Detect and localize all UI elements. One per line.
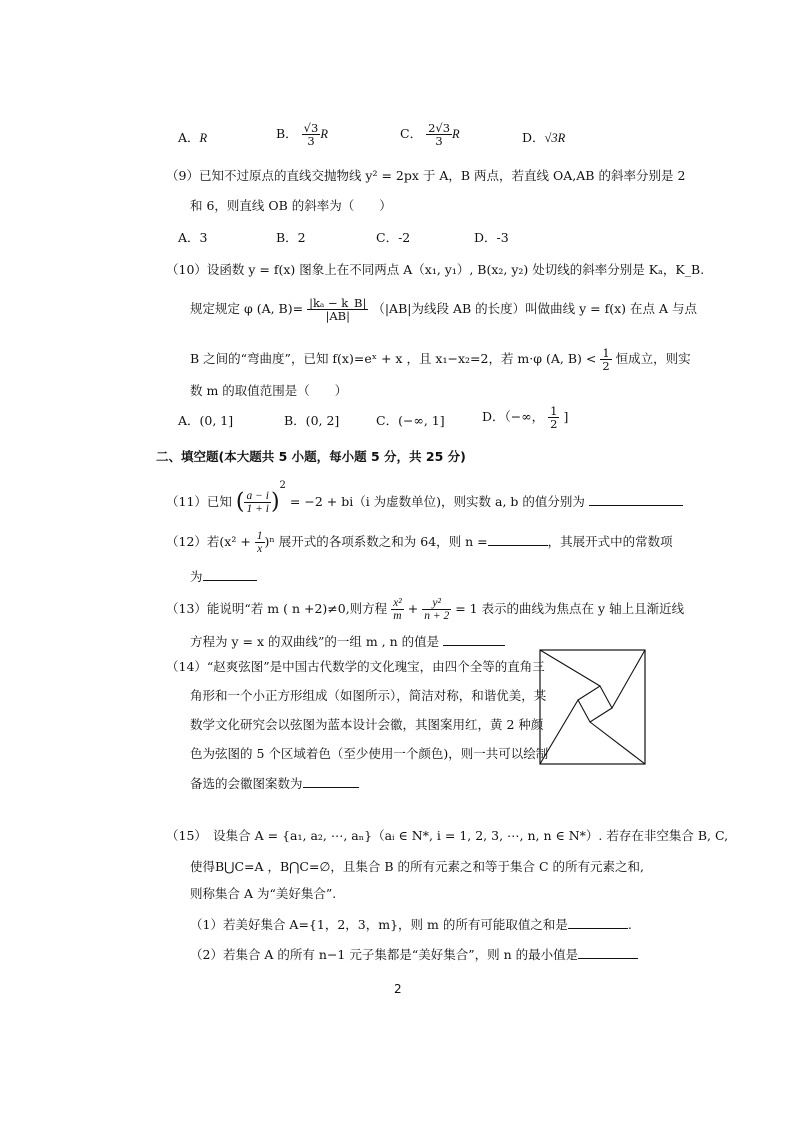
text-segment: . (627, 917, 632, 932)
q8-option-d (522, 130, 565, 146)
numerator: 1 (602, 346, 610, 360)
numerator: a − i (246, 489, 269, 502)
denominator: 1 + i (246, 503, 269, 515)
text-segment: ] (563, 409, 569, 425)
text-segment: 为 (190, 569, 203, 584)
text-segment: （11）已知 (166, 494, 232, 509)
text-segment: （|AB|为线段 AB 的长度）叫做曲线 y = f(x) 在点 A 与点 (372, 301, 697, 317)
exponent: 2 (279, 480, 286, 491)
q14-answer-blank[interactable] (303, 787, 359, 788)
q9-line-1: （9）已知不过原点的直线交抛物线 y² = 2px 于 A，B 两点，若直线 OA,AB 的斜率分别是 2 (166, 168, 686, 183)
q15-line-1: （15） 设集合 A = {a₁, a₂, ⋯, aₙ}（aᵢ ∈ N*, i = 1, 2, 3, ⋯, n, n ∈ N*）. 若存在非空集合 B, C, (166, 828, 729, 843)
plus-sign: + (407, 601, 419, 617)
q9-option-b: B．2 (276, 230, 306, 245)
q12-line-2 (190, 569, 257, 584)
option-tail: R (452, 127, 460, 142)
numerator: x² (393, 597, 402, 609)
text-segment: 规定规定 φ (A, B)= (190, 301, 304, 317)
denominator: 2 (602, 359, 610, 374)
q9-option-a: A．3 (178, 230, 208, 245)
numerator: 2√3 (428, 121, 451, 135)
text-segment: 方程为 y = x 的双曲线”的一组 m , n 的值是 (190, 634, 440, 649)
q15-line-2: 使得B⋃C=A ，B⋂C=∅，且集合 B 的所有元素之和等于集合 C 的所有元素之和, (190, 859, 644, 874)
text-segment: = −2 + bi（i 为虚数单位)，则实数 a, b 的值分别为 (289, 494, 585, 509)
q10-option-a: A．(0, 1] (178, 413, 234, 428)
q13-line-1 (166, 597, 684, 622)
q15-sub-1 (190, 917, 632, 932)
text-segment: （13）能说明“若 m ( n +2)≠0,则方程 (166, 601, 388, 617)
text-segment: )ⁿ 展开式的各项系数之和为 64，则 n = (264, 534, 488, 550)
q12-line-1 (166, 530, 673, 555)
option-label: A． (178, 130, 200, 145)
q15-sub2-blank[interactable] (578, 958, 638, 959)
fraction (244, 490, 270, 515)
denominator: n + 2 (424, 610, 450, 623)
q10-option-d (482, 405, 568, 430)
q13-answer-blank[interactable] (443, 645, 505, 646)
q14-line-1: （14）“赵爽弦图”是中国古代数学的文化瑰宝，由四个全等的直角三 (166, 659, 545, 674)
q9-line-2: 和 6，则直线 OB 的斜率为（ ） (190, 198, 392, 213)
numerator: √3 (303, 121, 319, 135)
text-segment: = 1 表示的曲线为焦点在 y 轴上且渐近线 (455, 601, 685, 617)
text-segment: 恒成立，则实 (615, 351, 691, 367)
q15-sub-2 (190, 947, 638, 962)
q14-line-4: 色为弦图的 5 个区域着色（至少使用一个颜色)，则一共可以绘制 (190, 746, 549, 761)
q9-option-c: C．-2 (376, 230, 411, 245)
right-paren: ) (270, 489, 280, 515)
section-2-title: 二、填空题(本大题共 5 小题，每小题 5 分，共 25 分) (156, 449, 466, 464)
denominator: m (393, 610, 402, 623)
fraction (307, 297, 368, 322)
option-label: B． (276, 126, 298, 142)
text-segment: （2）若集合 A 的所有 n−1 元子集都是“美好集合”，则 n 的最小值是 (190, 947, 579, 962)
q12-constant-blank[interactable] (203, 580, 257, 581)
text-segment: 备选的会徽图案数为 (190, 776, 303, 791)
q10-line-3 (190, 347, 691, 372)
denominator: x (257, 543, 263, 556)
fraction (426, 122, 452, 147)
q8-option-a (178, 130, 207, 146)
denominator: |AB| (325, 309, 350, 324)
q11-answer-blank[interactable] (589, 505, 683, 506)
q14-line-2: 角形和一个小正方形组成（如图所示），简洁对称，和谐优美，某 (190, 688, 547, 703)
q13-line-2 (190, 634, 505, 649)
fraction (391, 597, 404, 622)
text-segment: D．（−∞， (482, 409, 545, 425)
q10-option-b: B．(0, 2] (284, 413, 340, 428)
q9-option-d: D．-3 (474, 230, 509, 245)
q14-line-5 (190, 776, 359, 791)
fraction (255, 530, 265, 555)
q10-line-1: （10）设函数 y = f(x) 图象上在不同两点 A（x₁, y₁）, B(x₂, y₂) 处切线的斜率分别是 Kₐ，K_B. (166, 262, 705, 277)
zhao-shuang-diagram (538, 648, 648, 768)
numerator: |kₐ − k_B| (309, 296, 367, 310)
text-segment: （12）若(x² + (166, 534, 251, 550)
fraction (422, 597, 451, 622)
denominator: 3 (307, 134, 315, 149)
q10-line-2 (190, 297, 697, 322)
option-value: R (199, 131, 208, 145)
q10-line-4: 数 m 的取值范围是（ ） (190, 383, 348, 398)
numerator: y² (422, 597, 451, 610)
option-tail: R (320, 127, 328, 142)
denominator: 2 (550, 417, 558, 432)
q15-line-3: 则称集合 A 为“美好集合”. (190, 886, 337, 901)
fraction (600, 347, 611, 372)
text-segment: ，其展开式中的常数项 (547, 534, 673, 550)
numerator: 1 (256, 530, 263, 542)
q8-option-b (276, 122, 328, 147)
left-paren: ( (235, 489, 245, 515)
denominator: 3 (435, 134, 443, 149)
page-number: 2 (394, 982, 402, 996)
option-label: C． (400, 126, 423, 142)
q10-option-c: C．(−∞, 1] (376, 413, 445, 428)
numerator: 1 (550, 404, 558, 418)
q8-option-c (400, 122, 460, 147)
q15-sub1-blank[interactable] (568, 928, 628, 929)
q14-line-3: 数学文化研究会以弦图为蓝本设计会徽，其图案用红，黄 2 种颜 (190, 717, 544, 732)
fraction (548, 405, 559, 430)
q12-n-blank[interactable] (488, 545, 548, 546)
option-value: √3R (544, 131, 566, 145)
text-segment: B 之间的“弯曲度”，已知 f(x)=eˣ + x ，且 x₁−x₂=2，若 m·φ (A, B) < (190, 351, 597, 367)
fraction (302, 122, 321, 147)
option-label: D． (522, 130, 545, 145)
text-segment: （1）若美好集合 A={1，2，3，m}，则 m 的所有可能取值之和是 (190, 917, 568, 932)
q11-line (166, 480, 683, 516)
